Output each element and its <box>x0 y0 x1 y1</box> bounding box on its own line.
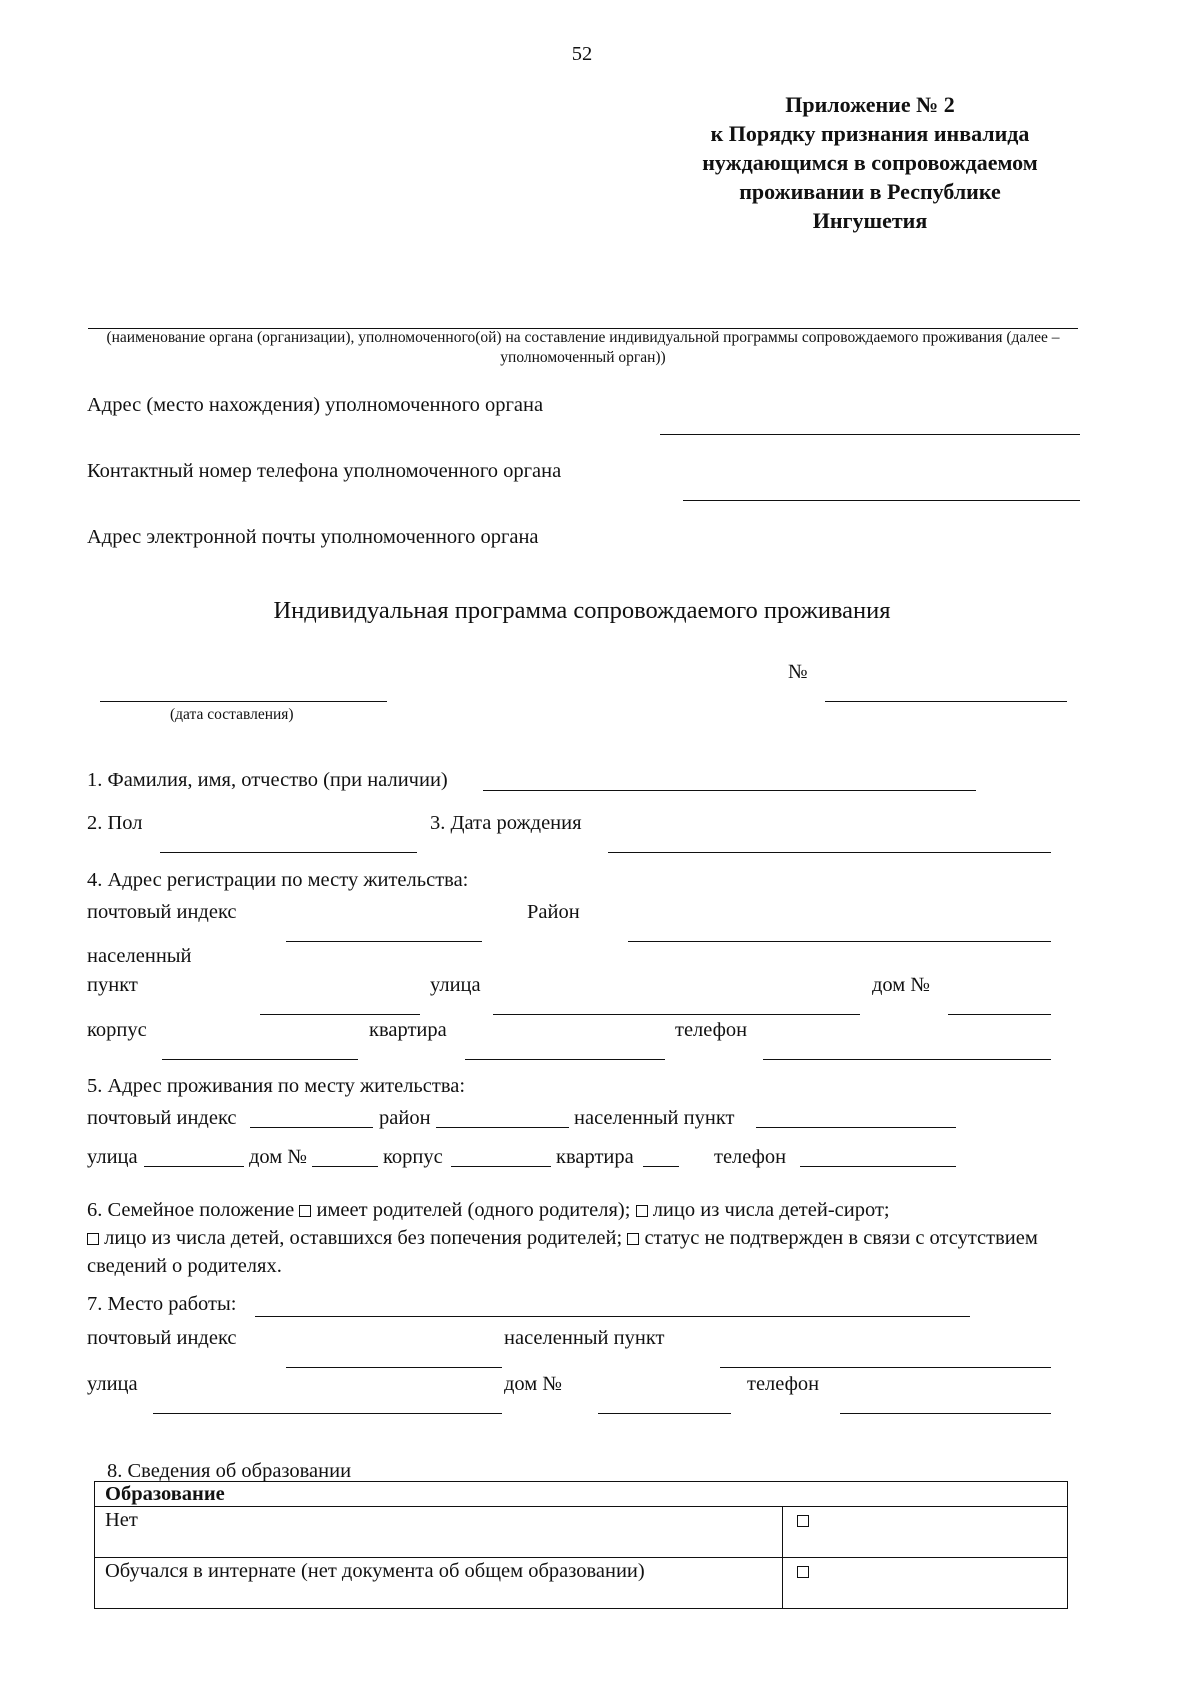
live-phone-field[interactable] <box>800 1166 956 1167</box>
work-postal-label: почтовый индекс <box>87 1327 237 1349</box>
work-house-label: дом № <box>504 1373 562 1395</box>
program-title: Индивидуальная программа сопровождаемого проживания <box>273 597 891 624</box>
checkbox-status-unconfirmed[interactable] <box>627 1233 639 1245</box>
reg-house-field[interactable] <box>948 1014 1051 1015</box>
live-postal-field[interactable] <box>250 1127 373 1128</box>
option-orphan: лицо из числа детей-сирот; <box>652 1199 890 1221</box>
live-address-title: 5. Адрес проживания по месту жительства: <box>87 1075 466 1097</box>
reg-street-label: улица <box>430 974 481 996</box>
birth-date-label: 3. Дата рождения <box>430 812 582 834</box>
checkbox-orphan[interactable] <box>636 1205 648 1217</box>
education-option-none: Нет <box>95 1507 783 1558</box>
live-building-label: корпус <box>383 1146 443 1168</box>
live-locality-label: населенный пункт <box>574 1107 735 1129</box>
live-district-label: район <box>379 1107 431 1129</box>
work-locality-label: населенный пункт <box>504 1327 665 1349</box>
authority-address-field[interactable] <box>660 434 1080 435</box>
reg-postal-field[interactable] <box>286 941 482 942</box>
fio-field[interactable] <box>483 790 976 791</box>
reg-district-field[interactable] <box>628 941 1051 942</box>
reg-address-title: 4. Адрес регистрации по месту жительства: <box>87 869 469 891</box>
program-number-field[interactable] <box>825 701 1067 702</box>
reg-district-label: Район <box>527 901 580 923</box>
appendix-line: Ингушетия <box>812 208 928 233</box>
reg-house-label: дом № <box>872 974 930 996</box>
marital-status <box>87 1196 1087 1280</box>
education-option-boarding: Обучался в интернате (нет документа об общем образовании) <box>95 1558 783 1609</box>
reg-building-label: корпус <box>87 1019 147 1041</box>
reg-building-field[interactable] <box>162 1059 358 1060</box>
work-locality-field[interactable] <box>720 1367 1051 1368</box>
reg-street-field[interactable] <box>493 1014 860 1015</box>
reg-phone-field[interactable] <box>763 1059 1051 1060</box>
education-title: 8. Сведения об образовании <box>107 1460 352 1482</box>
live-house-label: дом № <box>249 1146 307 1168</box>
authority-address-label: Адрес (место нахождения) уполномоченного органа <box>87 394 544 416</box>
education-header: Образование <box>95 1482 1068 1507</box>
table-row <box>95 1507 1068 1558</box>
live-apartment-field[interactable] <box>643 1166 679 1167</box>
reg-locality-label-1: населенный <box>87 945 192 967</box>
compile-date-caption: (дата составления) <box>170 706 294 723</box>
authority-phone-label: Контактный номер телефона уполномоченного органа <box>87 460 562 482</box>
live-street-field[interactable] <box>144 1166 244 1167</box>
reg-postal-label: почтовый индекс <box>87 901 237 923</box>
work-street-label: улица <box>87 1373 138 1395</box>
live-district-field[interactable] <box>436 1127 569 1128</box>
page-number: 52 <box>571 43 593 65</box>
appendix-line: проживании в Республике <box>739 179 1001 204</box>
live-phone-label: телефон <box>714 1146 787 1168</box>
live-postal-label: почтовый индекс <box>87 1107 237 1129</box>
reg-locality-field[interactable] <box>260 1014 420 1015</box>
authority-email-label: Адрес электронной почты уполномоченного органа <box>87 526 539 548</box>
work-street-field[interactable] <box>153 1413 502 1414</box>
live-house-field[interactable] <box>312 1166 378 1167</box>
reg-apartment-field[interactable] <box>465 1059 665 1060</box>
checkbox-education-boarding[interactable] <box>797 1566 809 1578</box>
appendix-line: нуждающимся в сопровождаемом <box>702 150 1038 175</box>
checkbox-has-parents[interactable] <box>299 1205 311 1217</box>
work-postal-field[interactable] <box>286 1367 502 1368</box>
option-has-parents: имеет родителей (одного родителя); <box>316 1199 631 1221</box>
checkbox-education-none[interactable] <box>797 1515 809 1527</box>
reg-phone-label: телефон <box>675 1019 748 1041</box>
work-field[interactable] <box>255 1316 970 1317</box>
option-status-unconfirmed: статус не подтвержден в связи с отсутствием сведений о родителях. <box>87 1227 1038 1277</box>
number-sign: № <box>788 661 808 683</box>
appendix-heading <box>650 90 1090 235</box>
fio-label: 1. Фамилия, имя, отчество (при наличии) <box>87 769 448 791</box>
live-building-field[interactable] <box>451 1166 551 1167</box>
authority-phone-field[interactable] <box>683 500 1080 501</box>
checkbox-without-care[interactable] <box>87 1233 99 1245</box>
appendix-line: к Порядку признания инвалида <box>710 121 1030 146</box>
birth-date-field[interactable] <box>608 852 1051 853</box>
education-table <box>94 1481 1068 1609</box>
appendix-line: Приложение № 2 <box>785 92 955 117</box>
live-locality-field[interactable] <box>756 1127 956 1128</box>
reg-apartment-label: квартира <box>369 1019 447 1041</box>
option-without-care: лицо из числа детей, оставшихся без попечения родителей; <box>104 1227 623 1249</box>
gender-field[interactable] <box>160 852 417 853</box>
gender-label: 2. Пол <box>87 812 143 834</box>
live-apartment-label: квартира <box>556 1146 634 1168</box>
work-phone-label: телефон <box>747 1373 820 1395</box>
work-phone-field[interactable] <box>840 1413 1051 1414</box>
marital-label: 6. Семейное положение <box>87 1199 295 1221</box>
work-title: 7. Место работы: <box>87 1293 237 1315</box>
work-house-field[interactable] <box>598 1413 731 1414</box>
org-name-caption: (наименование органа (организации), уполномоченного(ой) на составление индивидуальной программы сопровождаемого проживания (далее – уполномоченный орган)) <box>106 329 1060 366</box>
live-street-label: улица <box>87 1146 138 1168</box>
compile-date-field[interactable] <box>100 701 387 702</box>
table-row <box>95 1558 1068 1609</box>
reg-locality-label-2: пункт <box>87 974 138 996</box>
